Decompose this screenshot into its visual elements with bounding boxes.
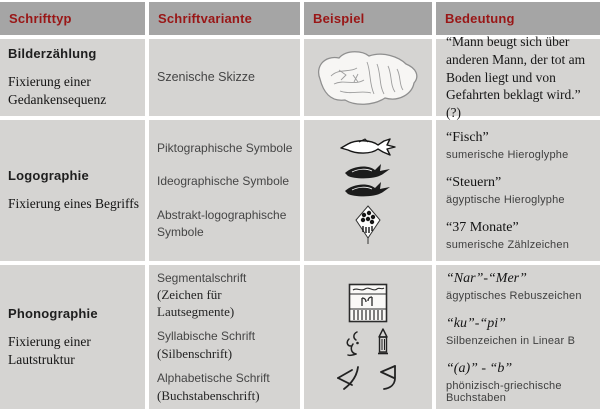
- row2-variant-2: Ideographische Symbole: [157, 174, 290, 189]
- row3-variant-2-paren: (Silbenschrift): [157, 345, 233, 361]
- phoenician-a-icon: [336, 365, 364, 391]
- row2-meaning-term-3: “37 Monate”: [446, 220, 519, 235]
- row3-variant-3: Alphabetische Schrift: [157, 371, 270, 386]
- scenic-sketch-icon: [311, 45, 425, 111]
- row3-schriftvariante-cell: [149, 265, 300, 409]
- row2-variant-1: Piktographische Symbole: [157, 140, 293, 155]
- fish-outline-icon: [339, 137, 397, 157]
- row3-schrifttyp-cell: [0, 265, 145, 409]
- row3-variant-1-paren: (Zeichen für Lautsegmente): [157, 287, 235, 319]
- row1-schriftvariante-cell: [149, 39, 300, 116]
- serekh-icon: [348, 283, 388, 323]
- phoenician-b-icon: [378, 363, 400, 391]
- linearb-ku-icon: [345, 330, 361, 358]
- row2-schrifttyp-cell: [0, 120, 145, 261]
- row3-variant-1: Segmentalschrift: [157, 270, 247, 285]
- row3-variant-2: Syllabische Schrift: [157, 329, 256, 344]
- row3-meaning-sub-3: phönizisch-griechische Buchstaben: [446, 379, 562, 404]
- row3-meaning-term-1: “Nar”-“Mer”: [446, 270, 527, 286]
- row2-meaning-term-2: “Steuern”: [446, 175, 502, 190]
- column-header-beispiel: Beispiel: [304, 2, 432, 35]
- row2-variant-3: Abstrakt-logographische Symbole: [157, 207, 287, 239]
- row2-bedeutung-cell: [436, 120, 600, 261]
- fish-pair-icon: [344, 162, 392, 200]
- row2-meaning-term-1: “Fisch”: [446, 130, 489, 145]
- linearb-pi-icon: [375, 328, 391, 358]
- row2-meaning-sub-2: ägyptische Hieroglyphe: [446, 194, 565, 206]
- row2-meaning-sub-3: sumerische Zählzeichen: [446, 239, 570, 251]
- row2-type-title: Logographie: [8, 168, 89, 184]
- row3-type-desc: Fixierung einer Lautstruktur: [8, 333, 91, 367]
- row1-variant-label: Szenische Skizze: [157, 70, 255, 85]
- row2-schriftvariante-cell: [149, 120, 300, 261]
- row1-type-title: Bilderzählung: [8, 46, 97, 62]
- row3-variant-3-paren: (Buchstabenschrift): [157, 387, 260, 403]
- counting-diamond-icon: [355, 205, 381, 245]
- row2-beispiel-cell: [304, 120, 432, 261]
- row2-meaning-sub-1: sumerische Hieroglyphe: [446, 149, 569, 161]
- column-header-bedeutung: Bedeutung: [436, 2, 600, 35]
- row3-type-title: Phonographie: [8, 305, 98, 321]
- row2-type-desc: Fixierung eines Begriffs: [8, 196, 139, 212]
- row1-bedeutung-cell: [436, 33, 600, 121]
- row1-schrifttyp-cell: [0, 39, 145, 116]
- row1-meaning-quote: “Mann beugt sich über anderen Mann, der tot am Boden liegt und von Gefahrten beklagt wird.” (?): [446, 33, 586, 121]
- row3-beispiel-cell: [304, 265, 432, 409]
- row1-type-desc: Fixierung einer Gedankensequenz: [8, 74, 107, 107]
- column-header-schriftvariante: Schriftvariante: [149, 2, 300, 35]
- column-header-schrifttyp: Schrifttyp: [0, 2, 145, 35]
- row1-beispiel-cell: [304, 39, 432, 116]
- row3-meaning-term-3: “(a)” - “b”: [446, 360, 513, 376]
- row3-meaning-sub-2: Silbenzeichen in Linear B: [446, 334, 576, 347]
- row3-bedeutung-cell: [436, 265, 600, 409]
- row3-meaning-term-2: “ku”-“pi”: [446, 315, 506, 331]
- row3-meaning-sub-1: ägyptisches Rebuszeichen: [446, 289, 582, 302]
